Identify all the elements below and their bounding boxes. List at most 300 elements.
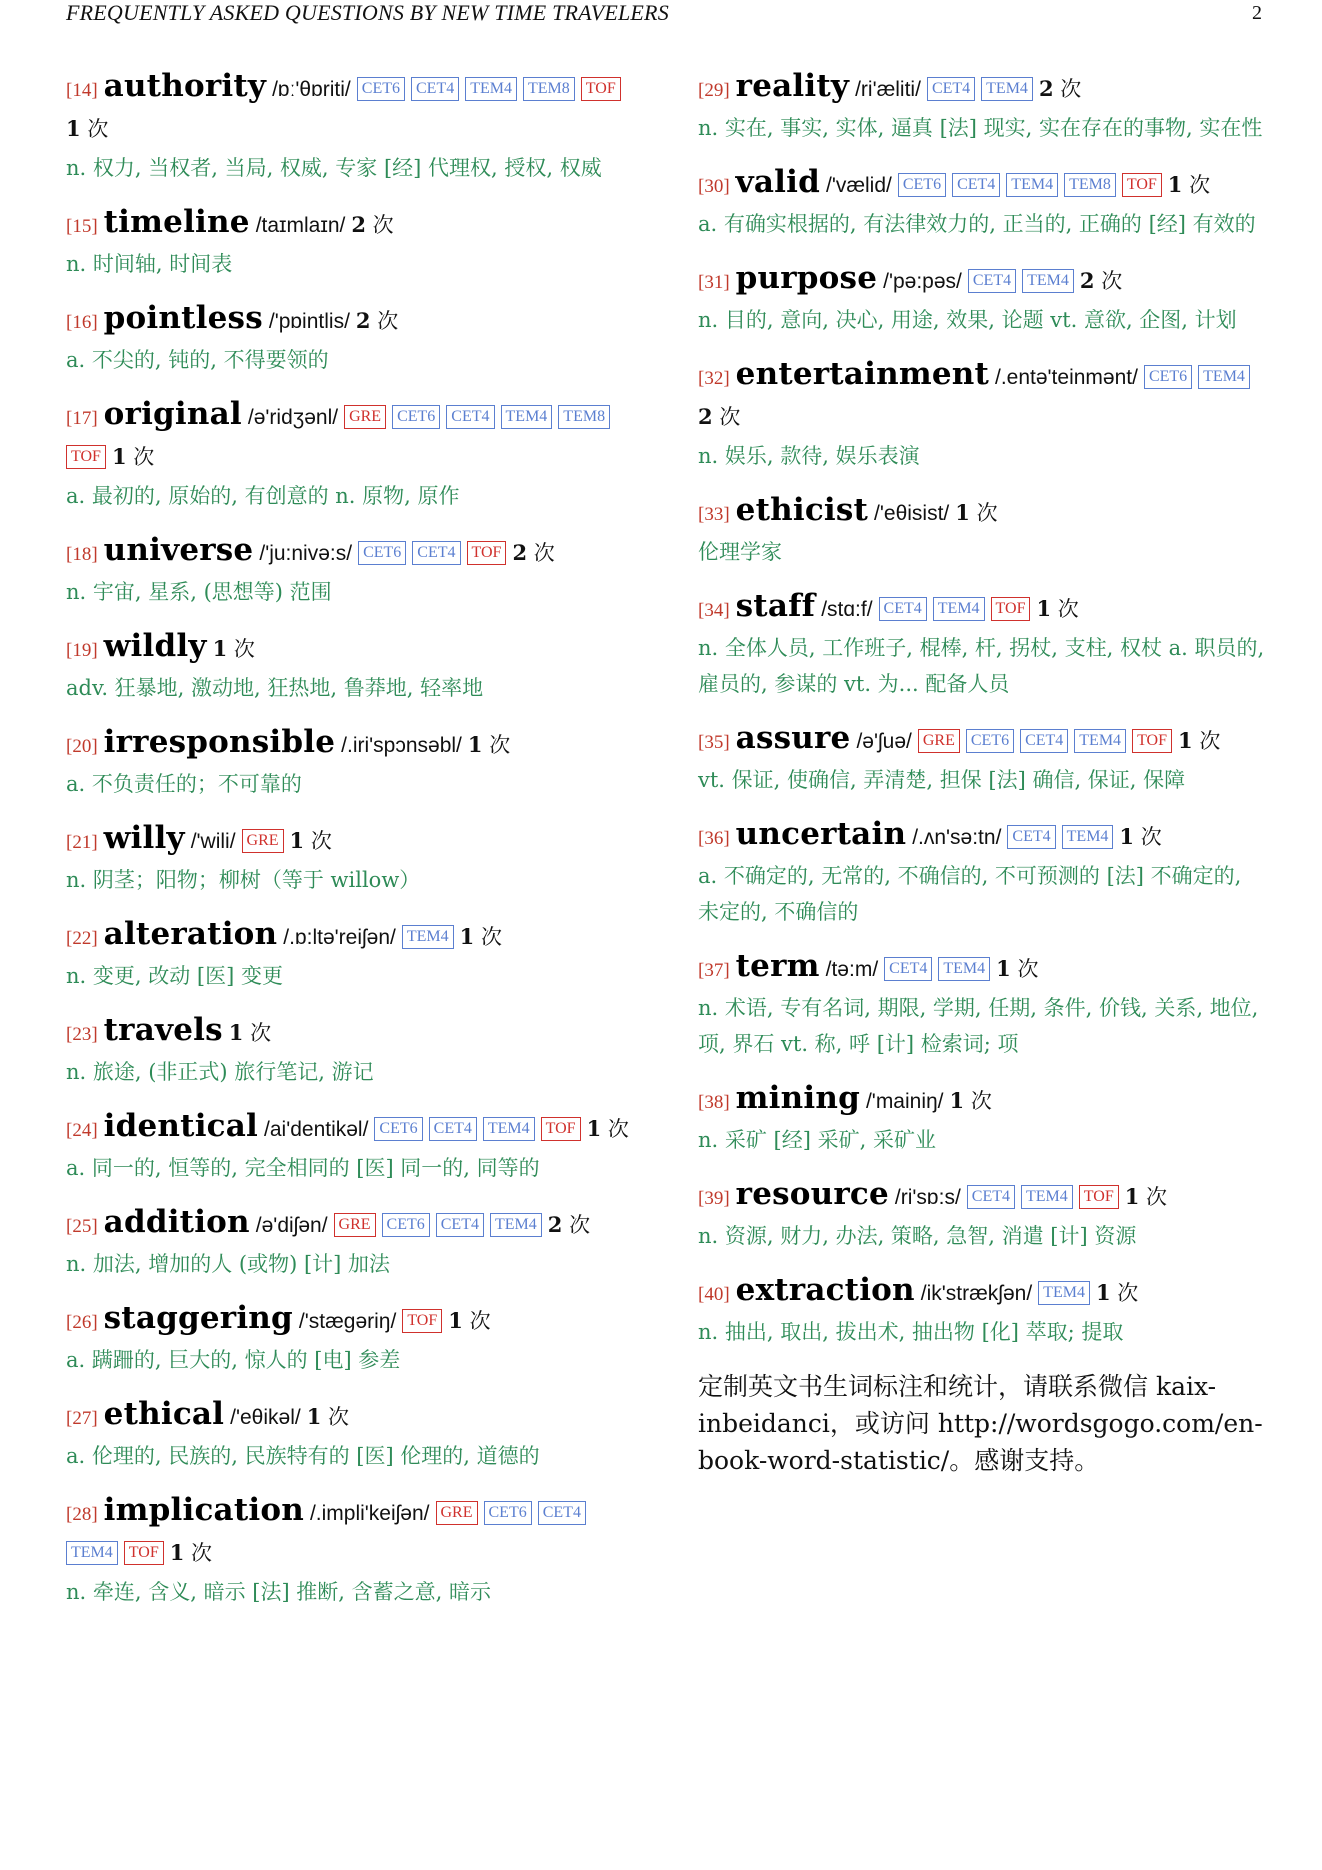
headword: reality (735, 68, 850, 104)
exam-tag-badge: TEM4 (981, 77, 1033, 101)
entry-headline (698, 164, 1268, 206)
frequency-count (698, 405, 740, 429)
running-title: FREQUENTLY ASKED QUESTIONS BY NEW TIME TRAVELERS (66, 0, 669, 25)
exam-tag-badge: TEM4 (1062, 825, 1114, 849)
frequency-unit: 次 (191, 1541, 213, 1565)
exam-tag-badge: CET6 (1144, 365, 1192, 389)
headword: addition (103, 1204, 250, 1240)
entry-index: [23] (66, 1024, 98, 1045)
entry-headline (66, 68, 636, 150)
frequency-number: 2 (512, 540, 528, 565)
pronunciation: /'ju:nivə:s/ (259, 542, 353, 565)
frequency-count (950, 1089, 992, 1113)
pronunciation: /'stægəriŋ/ (298, 1310, 397, 1333)
page-header (66, 0, 1262, 28)
frequency-number: 1 (289, 828, 305, 853)
frequency-number: 1 (306, 1404, 322, 1429)
exam-tag-badge: CET6 (966, 729, 1014, 753)
entry-index: [34] (698, 600, 730, 621)
exam-tag-badge: GRE (344, 405, 386, 429)
headword: timeline (103, 204, 250, 240)
frequency-unit: 次 (469, 1309, 491, 1333)
frequency-number: 2 (1079, 268, 1095, 293)
frequency-unit: 次 (533, 541, 555, 565)
pronunciation: /ri'sɒ:s/ (894, 1186, 961, 1209)
exam-tag-badge: CET4 (411, 77, 459, 101)
frequency-unit: 次 (372, 213, 394, 237)
vocab-entry (698, 492, 1268, 570)
entry-headline (698, 816, 1268, 858)
definition: a. 不确定的, 无常的, 不确信的, 不可预测的 [法] 不确定的, 未定的, 不确信的 (698, 864, 1242, 924)
frequency-unit: 次 (310, 829, 332, 853)
entry-headline (698, 492, 1268, 534)
pronunciation: /ik'strækʃən/ (920, 1282, 1033, 1305)
exam-tag-badge: TEM4 (1022, 269, 1074, 293)
frequency-count (587, 1117, 629, 1141)
exam-tag-badge: CET4 (1020, 729, 1068, 753)
frequency-count (1080, 269, 1122, 293)
entry-index: [27] (66, 1408, 98, 1429)
frequency-number: 1 (1178, 728, 1193, 753)
frequency-count (448, 1309, 490, 1333)
definition: n. 牵连, 含义, 暗示 [法] 推断, 含蓄之意, 暗示 (66, 1580, 492, 1604)
frequency-count (1119, 825, 1161, 849)
exam-tag-badge: TEM4 (1006, 173, 1058, 197)
entry-index: [31] (698, 272, 730, 293)
frequency-unit: 次 (133, 445, 155, 469)
vocab-entry (66, 204, 636, 282)
frequency-unit: 次 (1060, 77, 1082, 101)
frequency-number: 1 (459, 924, 475, 949)
exam-tag-badge: GRE (918, 729, 960, 753)
exam-tag-badge: TOF (66, 445, 106, 469)
frequency-number: 1 (111, 444, 127, 469)
entry-headline (66, 532, 636, 574)
headword: wildly (103, 628, 207, 664)
exam-tag-badge: TEM4 (933, 597, 985, 621)
vocab-entry (66, 820, 636, 898)
entry-headline (698, 1272, 1268, 1314)
vocab-entry (66, 1012, 636, 1090)
pronunciation: /'eθikəl/ (230, 1406, 301, 1429)
exam-tag-badge: TEM4 (501, 405, 553, 429)
headword: original (103, 396, 242, 432)
entry-headline (698, 260, 1268, 302)
frequency-count (955, 501, 997, 525)
entry-headline (66, 1108, 636, 1150)
vocab-entry (698, 356, 1268, 474)
exam-tag-badge: CET6 (382, 1213, 430, 1237)
pronunciation: /.ɒ:ltə'reiʃən/ (283, 926, 396, 949)
entry-index: [39] (698, 1188, 730, 1209)
frequency-unit: 次 (233, 637, 255, 661)
pronunciation: /.impli'keiʃən/ (309, 1502, 430, 1525)
frequency-number: 2 (698, 404, 713, 429)
definition: a. 不尖的, 钝的, 不得要领的 (66, 348, 329, 372)
entry-index: [33] (698, 504, 730, 525)
vocab-entry (66, 916, 636, 994)
frequency-number: 2 (1038, 76, 1054, 101)
definition: n. 抽出, 取出, 拔出术, 抽出物 [化] 萃取; 提取 (698, 1320, 1124, 1344)
entry-index: [25] (66, 1216, 98, 1237)
exam-tag-badge: TEM4 (1038, 1281, 1090, 1305)
frequency-count (512, 541, 554, 565)
exam-tag-badge: CET4 (412, 541, 460, 565)
exam-tag-badge: TEM4 (1021, 1185, 1073, 1209)
entry-headline (66, 916, 636, 958)
frequency-number: 1 (955, 500, 970, 525)
exam-tag-badge: TEM4 (465, 77, 517, 101)
pronunciation: /ai'dentikəl/ (264, 1118, 369, 1141)
entry-headline (698, 356, 1268, 438)
exam-tag-badge: TOF (402, 1309, 442, 1333)
exam-tag-badge: CET6 (358, 541, 406, 565)
headword: staff (735, 588, 816, 624)
headword: assure (735, 720, 851, 756)
frequency-count (1036, 597, 1078, 621)
pronunciation: /ə'ridʒənl/ (247, 406, 339, 429)
entry-index: [19] (66, 640, 98, 661)
vocab-entry (698, 1176, 1268, 1254)
exam-tag-badge: CET6 (484, 1501, 532, 1525)
pronunciation: /ri'æliti/ (855, 78, 921, 101)
frequency-number: 1 (1095, 1280, 1111, 1305)
frequency-count (66, 117, 108, 141)
entry-index: [32] (698, 368, 730, 389)
entry-headline (698, 588, 1268, 630)
exam-tag-badge: TOF (1132, 729, 1172, 753)
entry-headline (698, 1176, 1268, 1218)
entry-index: [36] (698, 828, 730, 849)
entry-headline (66, 1300, 636, 1342)
vocab-entry (698, 164, 1268, 242)
frequency-count (213, 637, 255, 661)
headword: universe (103, 532, 254, 568)
pronunciation: /ə'ʃuə/ (856, 730, 912, 753)
headword: alteration (103, 916, 278, 952)
frequency-unit: 次 (377, 309, 399, 333)
pronunciation: /taɪmlaɪn/ (255, 214, 346, 237)
headword: term (735, 948, 820, 984)
definition: adv. 狂暴地, 激动地, 狂热地, 鲁莽地, 轻率地 (66, 676, 484, 700)
exam-tag-badge: CET4 (884, 957, 932, 981)
frequency-unit: 次 (719, 405, 741, 429)
entry-index: [15] (66, 216, 98, 237)
pronunciation: /.iri'spɔnsəbl/ (341, 734, 462, 757)
pronunciation: /'mainiŋ/ (865, 1090, 944, 1113)
headword: willy (103, 820, 185, 856)
frequency-unit: 次 (970, 1089, 992, 1113)
frequency-count (170, 1541, 212, 1565)
frequency-unit: 次 (1117, 1281, 1139, 1305)
exam-tag-badge: TOF (467, 541, 507, 565)
exam-tag-badge: TOF (581, 77, 621, 101)
entry-index: [18] (66, 544, 98, 565)
vocab-entry (66, 1492, 636, 1610)
frequency-number: 1 (1036, 596, 1052, 621)
entry-index: [14] (66, 80, 98, 101)
vocab-entry (66, 1204, 636, 1282)
exam-tag-badge: TEM4 (1074, 729, 1126, 753)
headword: uncertain (735, 816, 907, 852)
entry-headline (698, 1080, 1268, 1122)
entry-index: [28] (66, 1504, 98, 1525)
headword: ethical (103, 1396, 225, 1432)
headword: travels (103, 1012, 223, 1048)
entry-headline (698, 948, 1268, 990)
entry-index: [24] (66, 1120, 98, 1141)
entry-index: [20] (66, 736, 98, 757)
frequency-count (356, 309, 398, 333)
definition: a. 伦理的, 民族的, 民族特有的 [医] 伦理的, 道德的 (66, 1444, 540, 1468)
vocab-entry (66, 628, 636, 706)
vocab-entry (66, 300, 636, 378)
vocab-entry (698, 816, 1268, 930)
pronunciation: /.entə'teinmənt/ (995, 366, 1138, 389)
frequency-count (307, 1405, 349, 1429)
definition: n. 术语, 专有名词, 期限, 学期, 任期, 条件, 价钱, 关系, 地位, 项, 界石 vt. 称, 呼 [计] 检索词; 项 (698, 996, 1259, 1056)
exam-tag-badge: CET4 (879, 597, 927, 621)
definition: n. 实在, 事实, 实体, 逼真 [法] 现实, 实在存在的事物, 实在性 (698, 116, 1263, 140)
entry-index: [30] (698, 176, 730, 197)
frequency-number: 2 (351, 212, 366, 237)
exam-tag-badge: TOF (991, 597, 1031, 621)
definition: n. 加法, 增加的人 (或物) [计] 加法 (66, 1252, 391, 1276)
exam-tag-badge: CET4 (1007, 825, 1055, 849)
entry-headline (66, 628, 636, 670)
frequency-count (460, 925, 502, 949)
frequency-number: 1 (1124, 1184, 1140, 1209)
entry-headline (66, 300, 636, 342)
frequency-count (229, 1021, 271, 1045)
right-column (698, 68, 1268, 1479)
frequency-number: 1 (66, 116, 81, 141)
frequency-unit: 次 (1189, 173, 1211, 197)
frequency-number: 2 (547, 1212, 563, 1237)
exam-tag-badge: TOF (124, 1541, 164, 1565)
headword: pointless (103, 300, 263, 336)
pronunciation: /ɒː'θɒriti/ (272, 78, 351, 101)
headword: extraction (735, 1272, 915, 1308)
entry-index: [21] (66, 832, 98, 853)
frequency-unit: 次 (489, 733, 511, 757)
exam-tag-badge: CET4 (538, 1501, 586, 1525)
exam-tag-badge: TOF (1079, 1185, 1119, 1209)
vocab-entry (698, 588, 1268, 702)
entry-index: [35] (698, 732, 730, 753)
entry-headline (66, 1012, 636, 1054)
frequency-count (351, 213, 393, 237)
definition: n. 全体人员, 工作班子, 棍棒, 杆, 拐杖, 支柱, 权杖 a. 职员的, 雇员的, 参谋的 vt. 为... 配备人员 (698, 636, 1265, 696)
exam-tag-badge: CET4 (967, 1185, 1015, 1209)
frequency-count (1096, 1281, 1138, 1305)
exam-tag-badge: CET6 (357, 77, 405, 101)
entry-index: [26] (66, 1312, 98, 1333)
vocab-entry (66, 1300, 636, 1378)
exam-tag-badge: TEM8 (558, 405, 610, 429)
entry-index: [38] (698, 1092, 730, 1113)
exam-tag-badge: TOF (541, 1117, 581, 1141)
exam-tag-badge: CET4 (429, 1117, 477, 1141)
entry-headline (66, 1396, 636, 1438)
exam-tag-badge: CET6 (392, 405, 440, 429)
definition: a. 有确实根据的, 有法律效力的, 正当的, 正确的 [经] 有效的 (698, 212, 1256, 236)
definition: n. 旅途, (非正式) 旅行笔记, 游记 (66, 1060, 374, 1084)
exam-tag-badge: TEM4 (483, 1117, 535, 1141)
vocab-entry (66, 1396, 636, 1474)
headword: irresponsible (103, 724, 336, 760)
frequency-number: 1 (448, 1308, 463, 1333)
frequency-count (1168, 173, 1210, 197)
exam-tag-badge: CET4 (968, 269, 1016, 293)
definition: n. 时间轴, 时间表 (66, 252, 233, 276)
custom-service-note: 定制英文书生词标注和统计，请联系微信 kaix-inbeidanci，或访问 http://wordsgogo.com/en-book-word-statistic/。感谢支持。 (698, 1372, 1263, 1475)
headword: authority (103, 68, 267, 104)
pronunciation: /tə:m/ (825, 958, 879, 981)
definition: n. 阴茎；阳物；柳树（等于 willow） (66, 868, 421, 892)
frequency-unit: 次 (1101, 269, 1123, 293)
definition: n. 娱乐, 款待, 娱乐表演 (698, 444, 920, 468)
pronunciation: /.ʌn'sə:tn/ (912, 826, 1002, 849)
frequency-unit: 次 (976, 501, 998, 525)
headword: entertainment (735, 356, 989, 392)
headword: ethicist (735, 492, 869, 528)
pronunciation: /'pɒintlis/ (268, 310, 350, 333)
definition: n. 目的, 意向, 决心, 用途, 效果, 论题 vt. 意欲, 企图, 计划 (698, 308, 1237, 332)
vocab-entry (66, 1108, 636, 1186)
exam-tag-badge: TEM4 (938, 957, 990, 981)
frequency-count (468, 733, 510, 757)
entry-headline (698, 68, 1268, 110)
vocab-entry (698, 260, 1268, 338)
frequency-number: 1 (996, 956, 1011, 981)
frequency-count (548, 1213, 590, 1237)
exam-tag-badge: TEM8 (1064, 173, 1116, 197)
frequency-number: 1 (212, 636, 228, 661)
frequency-number: 1 (1167, 172, 1183, 197)
pronunciation: /ə'diʃən/ (255, 1214, 328, 1237)
vocab-entry (66, 532, 636, 610)
exam-tag-badge: CET6 (374, 1117, 422, 1141)
headword: identical (103, 1108, 259, 1144)
exam-tag-badge: CET4 (927, 77, 975, 101)
entry-index: [16] (66, 312, 98, 333)
exam-tag-badge: TEM4 (490, 1213, 542, 1237)
definition: a. 不负责任的；不可靠的 (66, 772, 302, 796)
frequency-count (290, 829, 332, 853)
entry-headline (66, 820, 636, 862)
headword: resource (735, 1176, 889, 1212)
pronunciation: /'vælid/ (825, 174, 892, 197)
entry-headline (66, 1204, 636, 1246)
frequency-number: 2 (355, 308, 371, 333)
definition: n. 权力, 当权者, 当局, 权威, 专家 [经] 代理权, 授权, 权威 (66, 156, 602, 180)
page-number: 2 (1252, 2, 1262, 24)
exam-tag-badge: TEM4 (402, 925, 454, 949)
definition: n. 宇宙, 星系, (思想等) 范围 (66, 580, 332, 604)
frequency-number: 1 (467, 732, 483, 757)
definition: 伦理学家 (698, 540, 782, 564)
exam-tag-badge: TEM8 (523, 77, 575, 101)
frequency-count (1178, 729, 1220, 753)
frequency-number: 1 (228, 1020, 244, 1045)
exam-tag-badge: GRE (242, 829, 284, 853)
frequency-count (996, 957, 1038, 981)
exam-tag-badge: GRE (436, 1501, 478, 1525)
vocab-entry (66, 68, 636, 186)
pronunciation: /'eθisist/ (874, 502, 950, 525)
left-column (66, 68, 636, 1628)
frequency-unit: 次 (328, 1405, 350, 1429)
vocab-entry (66, 724, 636, 802)
vocab-entry (698, 720, 1268, 798)
entry-index: [40] (698, 1284, 730, 1305)
exam-tag-badge: GRE (334, 1213, 376, 1237)
frequency-unit: 次 (1146, 1185, 1168, 1209)
vocab-entry (698, 948, 1268, 1062)
exam-tag-badge: CET4 (436, 1213, 484, 1237)
definition: vt. 保证, 使确信, 弄清楚, 担保 [法] 确信, 保证, 保障 (698, 768, 1186, 792)
pronunciation: /'wili/ (190, 830, 236, 853)
frequency-count (112, 445, 154, 469)
frequency-number: 1 (169, 1540, 185, 1565)
entry-index: [17] (66, 408, 98, 429)
frequency-unit: 次 (1017, 957, 1039, 981)
exam-tag-badge: TOF (1122, 173, 1162, 197)
entry-index: [29] (698, 80, 730, 101)
definition: a. 蹒跚的, 巨大的, 惊人的 [电] 参差 (66, 1348, 401, 1372)
entry-headline (66, 396, 636, 478)
entry-headline (66, 1492, 636, 1574)
frequency-unit: 次 (1199, 729, 1221, 753)
definition: a. 同一的, 恒等的, 完全相同的 [医] 同一的, 同等的 (66, 1156, 540, 1180)
headword: staggering (103, 1300, 293, 1336)
definition: n. 资源, 财力, 办法, 策略, 急智, 消遣 [计] 资源 (698, 1224, 1137, 1248)
headword: implication (103, 1492, 304, 1528)
exam-tag-badge: CET6 (898, 173, 946, 197)
frequency-unit: 次 (607, 1117, 629, 1141)
vocab-entry (66, 396, 636, 514)
frequency-unit: 次 (1057, 597, 1079, 621)
frequency-unit: 次 (250, 1021, 272, 1045)
frequency-unit: 次 (569, 1213, 591, 1237)
pronunciation: /'pə:pəs/ (883, 270, 962, 293)
entry-headline (698, 720, 1268, 762)
vocab-entry (698, 1080, 1268, 1158)
headword: purpose (735, 260, 878, 296)
vocab-entry (698, 1272, 1268, 1350)
exam-tag-badge: CET4 (952, 173, 1000, 197)
headword: mining (735, 1080, 860, 1116)
exam-tag-badge: TEM4 (66, 1541, 118, 1565)
frequency-number: 1 (1119, 824, 1135, 849)
frequency-number: 1 (586, 1116, 602, 1141)
frequency-count (1039, 77, 1081, 101)
exam-tag-badge: TEM4 (1198, 365, 1250, 389)
frequency-unit: 次 (87, 117, 109, 141)
entry-headline (66, 204, 636, 246)
definition: n. 变更, 改动 [医] 变更 (66, 964, 283, 988)
pronunciation: /stɑ:f/ (821, 598, 873, 621)
entry-index: [37] (698, 960, 730, 981)
entry-index: [22] (66, 928, 98, 949)
entry-headline (66, 724, 636, 766)
frequency-count (1125, 1185, 1167, 1209)
frequency-unit: 次 (480, 925, 502, 949)
definition: a. 最初的, 原始的, 有创意的 n. 原物, 原作 (66, 484, 460, 508)
frequency-unit: 次 (1140, 825, 1162, 849)
frequency-number: 1 (949, 1088, 965, 1113)
